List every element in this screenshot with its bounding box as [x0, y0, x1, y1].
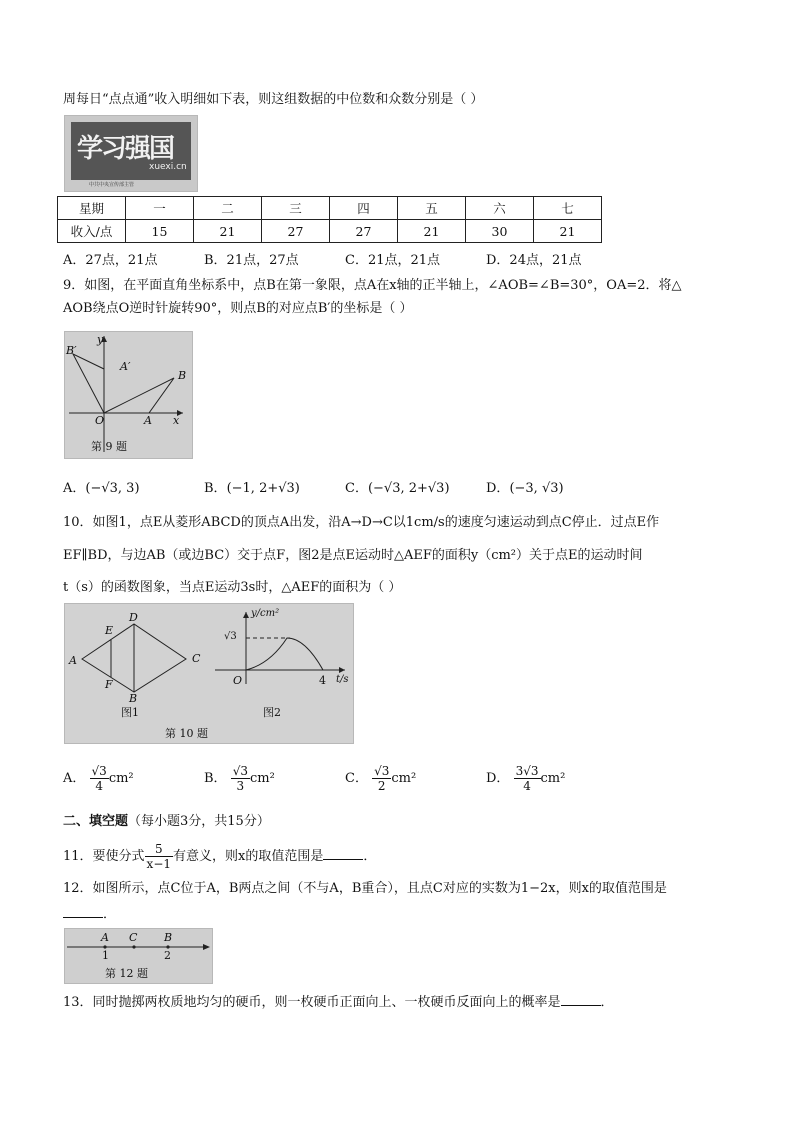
- denominator: x−1: [146, 857, 172, 871]
- q12-figure: [64, 928, 213, 984]
- table-cell: 四: [330, 197, 398, 220]
- label-a-prime: A′: [120, 360, 131, 373]
- denominator: 4: [523, 779, 531, 793]
- q10-stem-line1: 10．如图1，点E从菱形ABCD的顶点A出发，沿A→D→C以1cm/s的速度匀速运动到点C停止．过点E作: [63, 515, 660, 530]
- table-cell: 一: [126, 197, 194, 220]
- q13-text: 13．同时抛掷两枚质地均匀的硬币，则一枚硬币正面向上、一枚硬币反面向上的概率是: [63, 995, 561, 1010]
- q11-end: ．: [363, 849, 377, 864]
- q10-option-b-letter: B．: [204, 771, 227, 786]
- section-heading: [63, 813, 270, 831]
- point-a: A: [101, 931, 109, 944]
- label-o: O: [95, 414, 105, 427]
- denominator: 3: [236, 779, 245, 793]
- table-cell: 21: [534, 220, 602, 243]
- fig2-label: 图2: [263, 706, 281, 719]
- point-b: B: [164, 931, 173, 944]
- q13-end: ．: [600, 995, 614, 1010]
- q9-figure: [64, 331, 193, 459]
- tick-2: 2: [164, 949, 171, 962]
- fraction: [514, 764, 541, 793]
- label-a: A: [69, 654, 77, 667]
- fraction: [231, 764, 250, 793]
- fraction: [372, 764, 391, 793]
- section-title: 二、填空题: [63, 814, 129, 829]
- table-cell: 21: [194, 220, 262, 243]
- q10-option-d-letter: D．: [486, 771, 510, 786]
- q11-stem: [63, 840, 376, 874]
- q13-stem: [63, 993, 614, 1012]
- q9-option-b-letter: B．: [204, 481, 227, 496]
- numerator: 3√3: [515, 764, 539, 778]
- q10-option-a: [63, 764, 134, 793]
- table-cell: 15: [126, 220, 194, 243]
- q10-option-b: [204, 764, 275, 793]
- logo-text-cn: 学习强国: [77, 134, 174, 164]
- label-x-axis: t/s: [336, 674, 349, 685]
- q10-option-c-letter: C．: [345, 771, 368, 786]
- q9-option-c: [345, 479, 450, 499]
- q8-option-a: A．27点，21点: [63, 253, 158, 268]
- q10-option-a-letter: A．: [63, 771, 86, 786]
- q8-option-d: D．24点，21点: [486, 253, 582, 268]
- q9-option-b: [204, 479, 300, 499]
- label-e: E: [105, 624, 114, 637]
- logo-text-en: xuexi.cn: [149, 162, 187, 172]
- q9-option-b-expr: (−1, 2+√3): [226, 481, 300, 496]
- q9-caption: 第 9 题: [91, 440, 127, 453]
- unit: cm²: [391, 771, 417, 786]
- numerator: 5: [145, 842, 173, 857]
- label-x-tick: 4: [319, 674, 326, 687]
- label-y: y: [97, 333, 104, 346]
- q10-figure: [64, 603, 354, 744]
- table-cell: 七: [534, 197, 602, 220]
- tick-1: 1: [102, 949, 109, 962]
- q10-options: [63, 760, 763, 796]
- answer-blank[interactable]: [63, 905, 103, 918]
- q8-stem: 周每日“点点通”收入明细如下表，则这组数据的中位数和众数分别是（ ）: [63, 92, 484, 107]
- answer-blank[interactable]: [561, 993, 601, 1006]
- label-a: A: [144, 414, 152, 427]
- unit: cm²: [108, 771, 134, 786]
- table-header-row: [58, 197, 602, 220]
- q8-option-b: B．21点，27点: [204, 253, 299, 268]
- q9-option-c-expr: (−√3, 2+√3): [367, 481, 450, 496]
- table-cell: 六: [466, 197, 534, 220]
- label-b: B: [178, 369, 187, 382]
- label-d: D: [129, 611, 138, 624]
- denominator: 4: [95, 779, 103, 793]
- q9-figure-svg: [65, 332, 192, 458]
- table-cell: 五: [398, 197, 466, 220]
- q12-stem-line1: 12．如图所示，点C位于A，B两点之间（不与A，B重合），且点C对应的实数为1−2x，则x的取值范围是: [63, 881, 667, 896]
- q10-option-d: [486, 764, 565, 793]
- fraction: [145, 842, 173, 871]
- q9-options: [63, 479, 763, 501]
- q12-caption: 第 12 题: [105, 967, 148, 980]
- q12-stem-line2: [63, 905, 116, 924]
- denominator: 2: [377, 779, 386, 793]
- logo-subtitle: 中共中央宣传部主管: [89, 182, 135, 188]
- q11-post: 有意义，则x的取值范围是: [173, 849, 324, 864]
- table-cell: 27: [262, 220, 330, 243]
- table-cell: 27: [330, 220, 398, 243]
- table-cell: 30: [466, 220, 534, 243]
- q9-option-d-letter: D．: [486, 481, 510, 496]
- income-table: [57, 196, 602, 243]
- table-row: [58, 220, 602, 243]
- table-cell: 收入/点: [58, 220, 126, 243]
- label-f: F: [105, 678, 113, 691]
- label-y-axis: y/cm²: [251, 608, 280, 619]
- q9-option-a-expr: (−√3, 3): [85, 481, 140, 496]
- numerator: √3: [374, 764, 390, 778]
- label-b-prime: B′: [66, 344, 77, 357]
- q9-option-d-expr: (−3, √3): [509, 481, 564, 496]
- q8-option-c: C．21点，21点: [345, 253, 441, 268]
- section-note: （每小题3分，共15分）: [128, 814, 270, 829]
- table-cell: 三: [262, 197, 330, 220]
- label-y-tick: √3: [224, 631, 237, 642]
- fraction: [90, 764, 109, 793]
- q10-stem-line3: t（s）的函数图象，当点E运动3s时，△AEF的面积为（ ）: [63, 580, 402, 595]
- numerator: √3: [91, 764, 107, 778]
- label-c: C: [192, 652, 201, 665]
- q9-stem-line1: 9．如图，在平面直角坐标系中，点B在第一象限，点A在x轴的正半轴上，∠AOB=∠B=30°，OA=2．将△: [63, 278, 682, 293]
- table-cell: 21: [398, 220, 466, 243]
- table-cell: 星期: [58, 197, 126, 220]
- q9-option-c-letter: C．: [345, 481, 368, 496]
- q10-caption: 第 10 题: [165, 727, 208, 740]
- label-b: B: [129, 692, 138, 705]
- q9-option-a: [63, 479, 140, 499]
- label-origin: O: [233, 674, 243, 687]
- q10-stem-line2: EF∥BD，与边AB（或边BC）交于点F，图2是点E运动时△AEF的面积y（cm²）关于点E的运动时间: [63, 548, 643, 563]
- table-cell: 二: [194, 197, 262, 220]
- q9-stem-line2: AOB绕点O逆时针旋转90°，则点B的对应点B′的坐标是（ ）: [63, 301, 413, 316]
- xuexi-logo: [64, 115, 198, 192]
- label-x: x: [173, 414, 180, 427]
- fig1-label: 图1: [121, 706, 139, 719]
- q8-options: [63, 251, 763, 271]
- unit: cm²: [249, 771, 275, 786]
- answer-blank[interactable]: [323, 847, 363, 860]
- q10-option-c: [345, 764, 416, 793]
- q9-option-d: [486, 479, 564, 499]
- point-c: C: [129, 931, 138, 944]
- q12-end: ．: [103, 907, 117, 922]
- q11-pre: 11．要使分式: [63, 849, 145, 864]
- q9-option-a-letter: A．: [63, 481, 86, 496]
- numerator: √3: [232, 764, 248, 778]
- unit: cm²: [540, 771, 566, 786]
